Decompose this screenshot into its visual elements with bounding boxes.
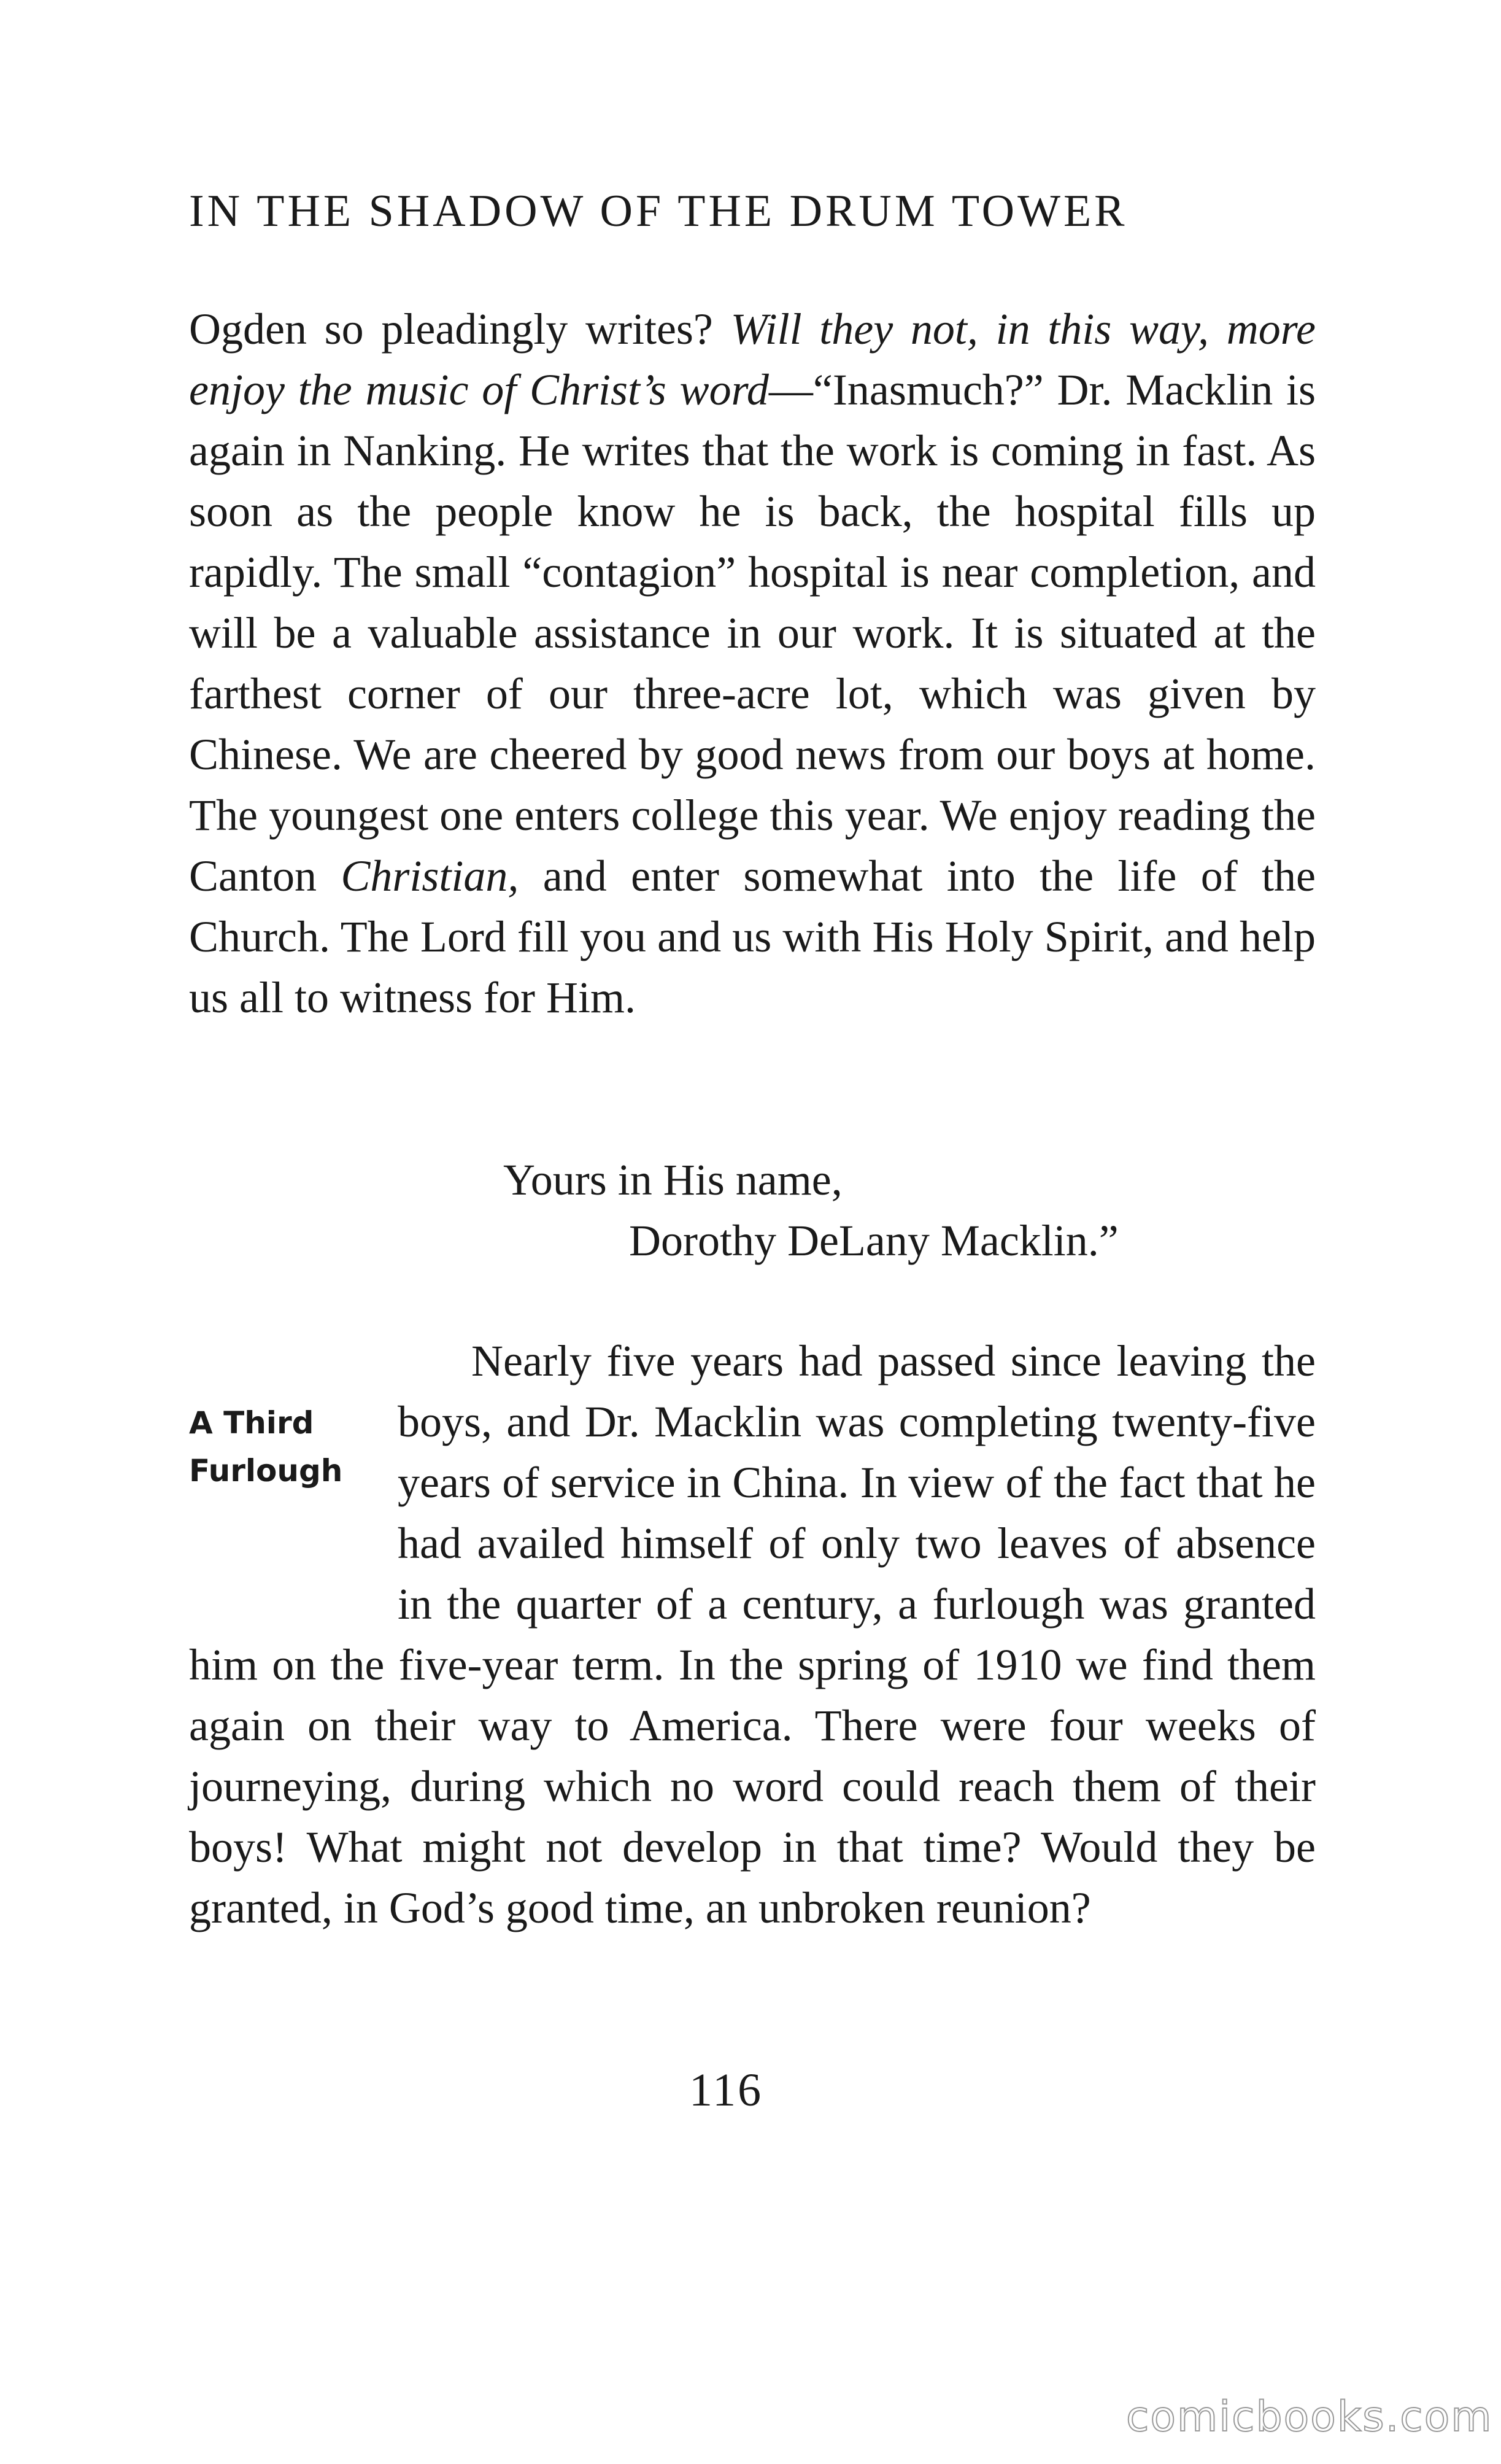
letter-text-2: —“Inasmuch?” Dr. Macklin is again in Nanking. He writes that the work is coming in fast. As soon as the people know he is back, the hospital fills up rapidly. The small “contagion” hospital is near completion, and will be a valuable assistance in our work. It is situated at the farthest corner of our three-acre lot, which was given by Chinese. We are cheered by good news from our boys at home. The youngest one enters college this year. We enjoy reading the Canton: [189, 365, 1316, 901]
narrative-paragraph: [189, 1331, 1316, 1939]
narrative-text: Nearly five years had passed since leaving the boys, and Dr. Macklin was completing twenty-five years of service in China. In view of the fact that he had availed himself of only two leaves of absence in the quarter of a century, a furlough was granted him on the five-year term. In the spring of 1910 we find them again on their way to America. There were four weeks of journeying, during which no word could reach them of their boys! What might not develop in that time? Would they be granted, in God’s good time, an unbroken reunion?: [189, 1336, 1316, 1932]
letter-italic-1: Will they not, in this way, more enjoy the music of Christ’s word: [189, 304, 1316, 414]
running-title: IN THE SHADOW OF THE DRUM TOWER: [189, 186, 1128, 236]
letter-closing: Yours in His name,: [503, 1155, 843, 1204]
letter-text-1: Ogden so pleadingly writes?: [189, 304, 731, 354]
sidenote-line-1: A Third: [189, 1405, 314, 1441]
letter-signature: Dorothy DeLany Macklin.”: [629, 1216, 1119, 1265]
sidenote-line-2: Furlough: [189, 1453, 343, 1489]
letter-text-3: and enter somewhat into the life of the Church. The Lord fill you and us with His Holy Spirit, and help us all to witness for Him.: [189, 851, 1316, 1022]
watermark-logo: comicbooks.com: [1126, 2393, 1493, 2441]
page-number: 116: [689, 2064, 763, 2116]
letter-paragraph: [189, 299, 1316, 1028]
margin-sidenote: [189, 1399, 398, 1576]
letter-italic-2: Christian,: [341, 851, 519, 901]
